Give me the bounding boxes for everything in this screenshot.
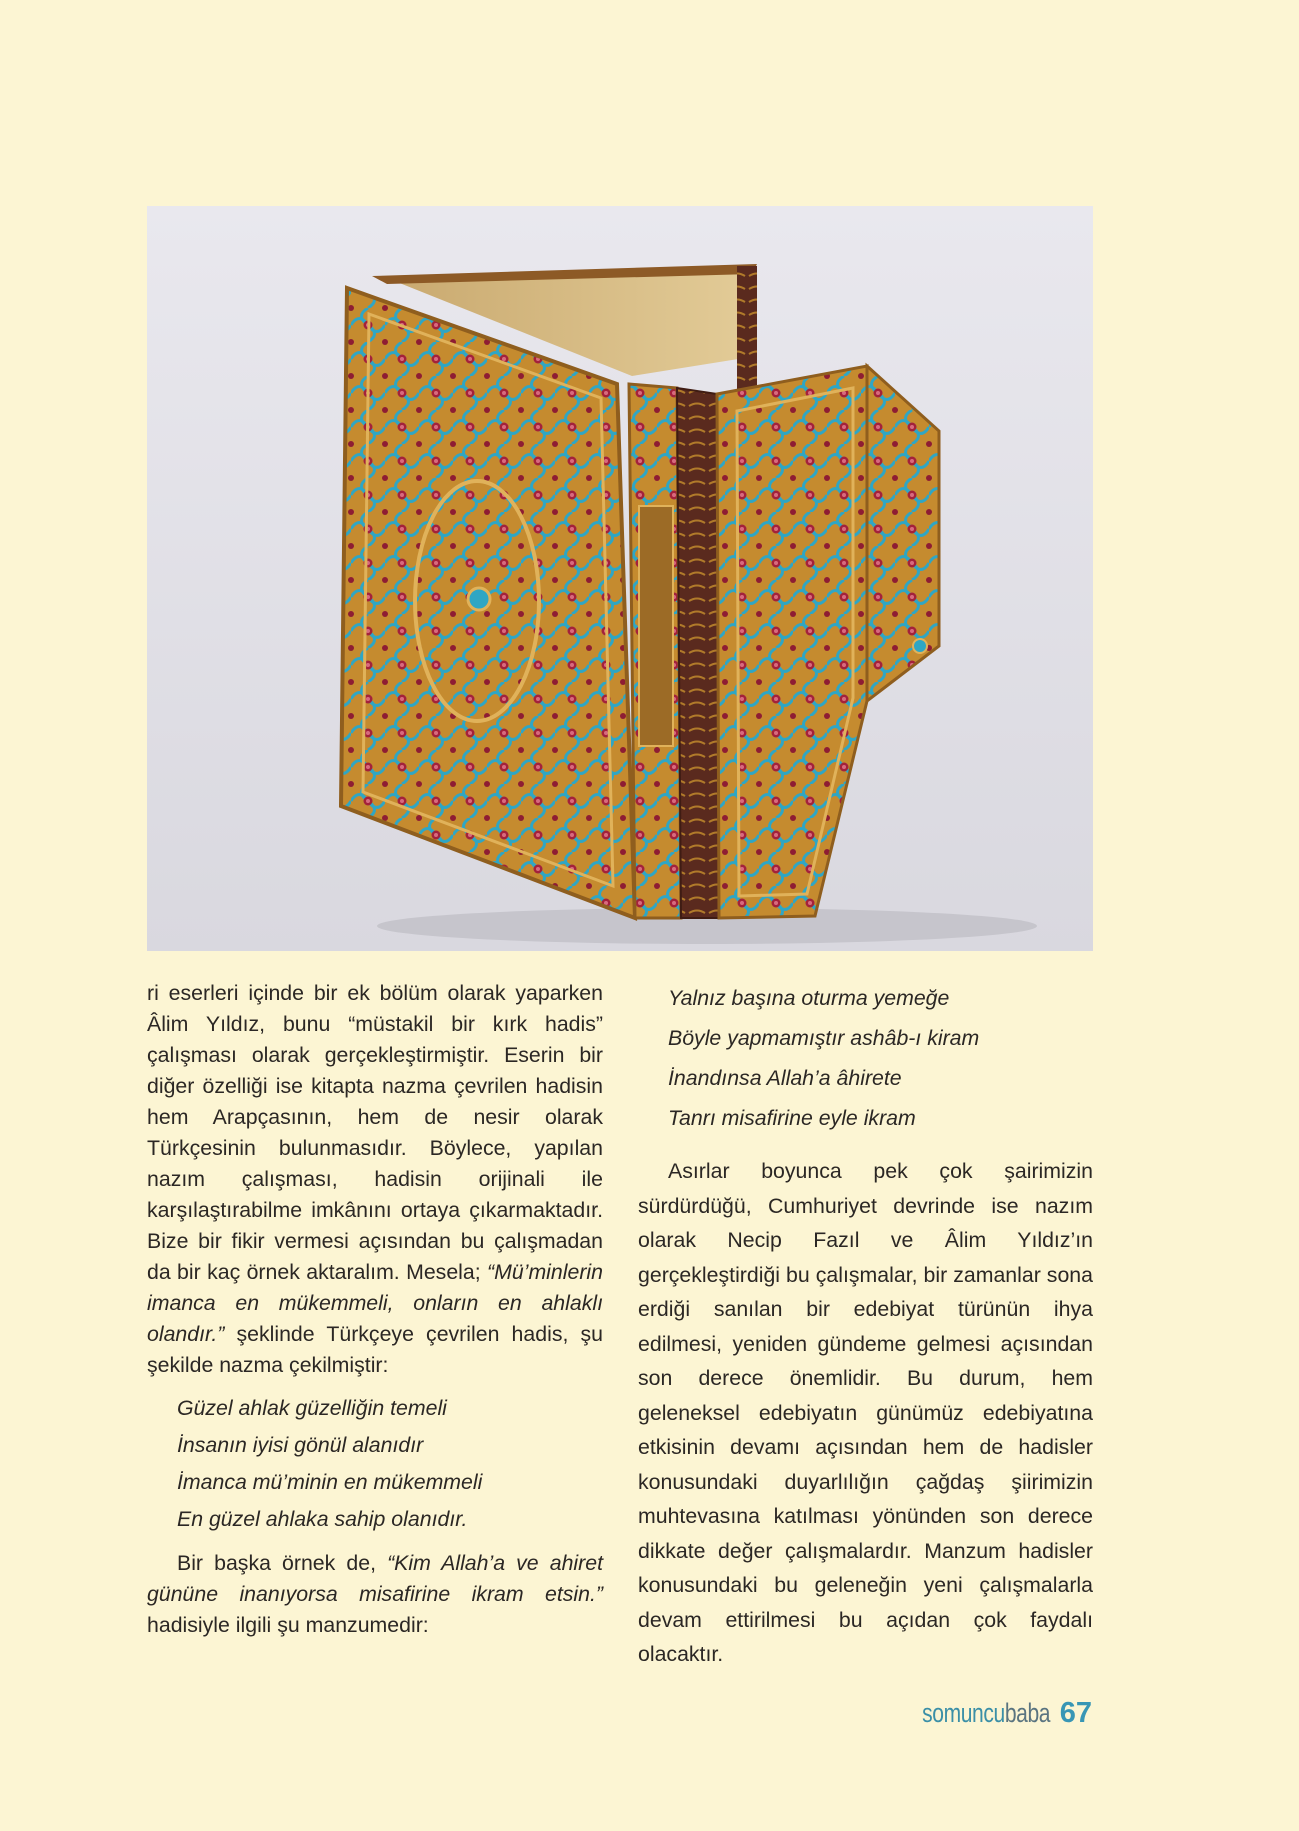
right-paragraph-1: Asırlar boyunca pek çok şairimizin sürdürdüğü, Cumhuriyet devrinde ise nazım olarak Necip Fazıl ve Âlim Yıldız’ın gerçekleştirdiği bu çalışmalar, bir zamanlar sona erdiği sanılan bir edebiyat türünün ihya edilmesi, yeniden gündeme gelmesi açısından son derece önemlidir. Bu durum, hem geleneksel edebiyatın günümüz edebiyatına etkisinin devamı açısından hem de hadisler konusundaki duyarlılığın çağdaş şiirimizin muhtevasına katılması yönünden son derece dikkate değer çalışmalardır. Manzum hadisler konusundaki bu geleneğin yeni çalışmalarla devam ettirilmesi bu açıdan çok faydalı olacaktır. (638, 1159, 1093, 1666)
left-paragraph-2: Bir başka örnek de, “Kim Allah’a ve ahiret gününe inanıyorsa misafirine ikram etsin.” hadisiyle ilgili şu manzumedir: (147, 1551, 604, 1637)
page-footer (886, 1697, 1092, 1730)
poem-line: Tanrı misafirine eyle ikram (668, 1106, 916, 1130)
book-binding-photo (147, 206, 1093, 951)
poem-line: İnandınsa Allah’a âhirete (668, 1066, 902, 1090)
poem-line: İnsanın iyisi gönül alanıdır (177, 1433, 424, 1457)
poem-line: Güzel ahlak güzelliğin temeli (177, 1396, 447, 1420)
right-column (638, 978, 1093, 1672)
page-number: 67 (1059, 1697, 1092, 1729)
book-binding-illustration (147, 206, 1093, 951)
poem-line: Yalnız başına oturma yemeğe (668, 986, 950, 1010)
magazine-logo: somuncubaba (921, 1698, 1050, 1728)
left-paragraph-1: ri eserleri içinde bir ek bölüm olarak yaparken Âlim Yıldız, bunu “müstakil bir kırk hadis” çalışması olarak gerçekleştirmiştir. Eserin bir diğer özelliği ise kitapta nazma çevrilen hadisin hem Arapçasının, hem de nesir olarak Türkçesinin bulunmasıdır. Böylece, yapılan nazım çalışması, hadisin orijinali ile karşılaştırabilme imkânını ortaya çıkarmaktadır. Bize bir fikir vermesi açısından bu çalışmadan da bir kaç örnek aktaralım. Mesela; “Mü’minlerin imanca en mükemmeli, onların en ahlaklı olandır.” şeklinde Türkçeye çevrilen hadis, şu şekilde nazma çekilmiştir: (147, 981, 603, 1377)
left-column (147, 978, 603, 1641)
poem-line: İmanca mü’minin en mükemmeli (177, 1470, 483, 1494)
right-poem (668, 978, 1093, 1138)
poem-line: En güzel ahlaka sahip olanıdır. (177, 1507, 468, 1531)
left-poem (177, 1390, 603, 1538)
poem-line: Böyle yapmamıştır ashâb-ı kiram (668, 1026, 980, 1050)
